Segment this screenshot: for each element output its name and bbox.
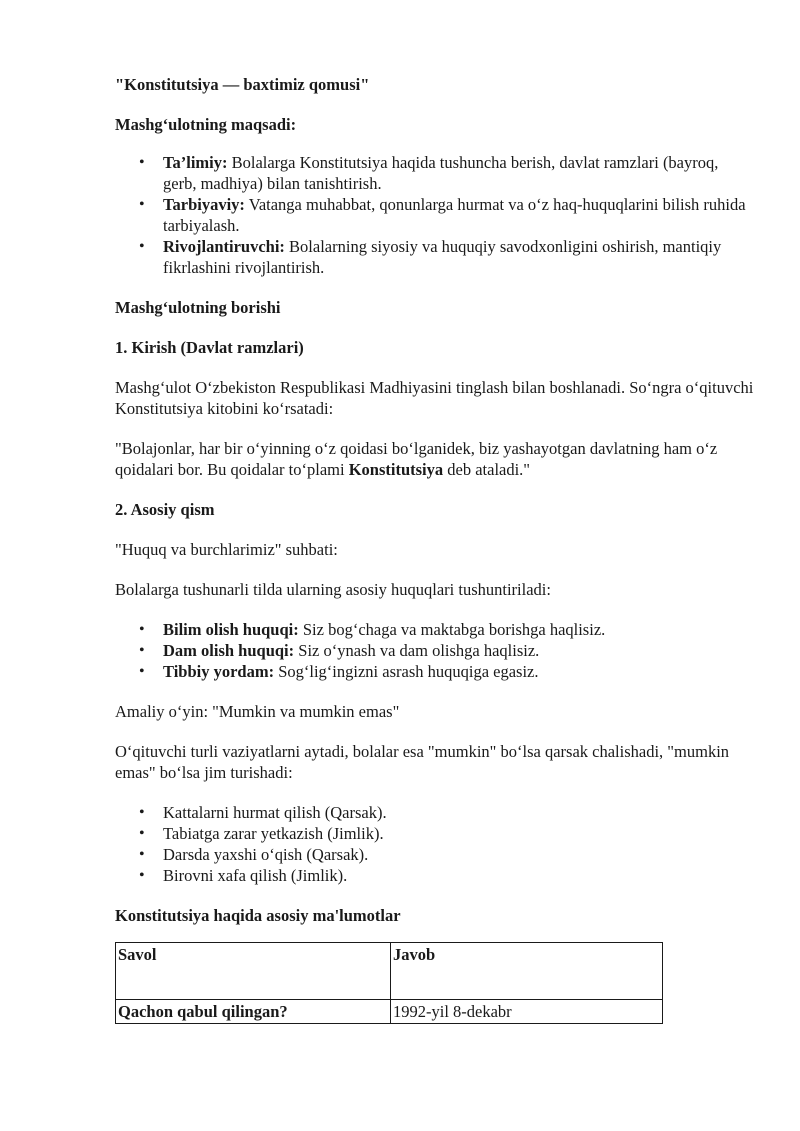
list-item bbox=[115, 865, 755, 886]
bullet-icon: • bbox=[139, 196, 145, 213]
goals-heading: Mashg‘ulotning maqsadi: bbox=[115, 115, 297, 134]
list-item bbox=[115, 661, 755, 682]
right-label: Bilim olish huquqi: bbox=[163, 620, 299, 639]
table-header-cell: Javob bbox=[391, 943, 663, 1000]
situation-text: Tabiatga zarar yetkazish (Jimlik). bbox=[163, 824, 384, 843]
right-text: Siz o‘ynash va dam olishga haqlisiz. bbox=[294, 641, 540, 660]
list-item bbox=[115, 640, 755, 661]
table-header-cell: Savol bbox=[116, 943, 391, 1000]
process-heading: Mashg‘ulotning borishi bbox=[115, 298, 281, 317]
list-item bbox=[115, 194, 755, 236]
quote-text: "Bolajonlar, har bir o‘yinning o‘z qoidasi bo‘lganidek, biz yashayotgan davlatning ham o‘z qoidalari bor. Bu qoidalar to‘plami bbox=[115, 439, 718, 479]
table-header-row bbox=[116, 943, 663, 1000]
rights-list bbox=[115, 619, 755, 682]
document-title: "Konstitutsiya — baxtimiz qomusi" bbox=[115, 75, 370, 94]
bullet-icon: • bbox=[139, 238, 145, 255]
right-text: Siz bog‘chaga va maktabga borishga haqlisiz. bbox=[298, 620, 606, 639]
goal-text: Bolalarga Konstitutsiya haqida tushuncha berish, davlat ramzlari (bayroq, gerb, madhiya) bilan tanishtirish. bbox=[163, 153, 719, 193]
section1-heading: 1. Kirish (Davlat ramzlari) bbox=[115, 338, 304, 357]
bullet-icon: • bbox=[139, 663, 145, 680]
list-item bbox=[115, 619, 755, 640]
game-intro: O‘qituvchi turli vaziyatlarni aytadi, bolalar esa "mumkin" bo‘lsa qarsak chalishadi, "mumkin emas" bo‘lsa jim turishadi: bbox=[115, 742, 730, 782]
goals-list bbox=[115, 152, 755, 278]
bullet-icon: • bbox=[139, 846, 145, 863]
section1-quote bbox=[115, 438, 755, 480]
situations-list bbox=[115, 802, 755, 886]
facts-table bbox=[115, 942, 663, 1024]
situation-text: Kattalarni hurmat qilish (Qarsak). bbox=[163, 803, 387, 822]
table-cell: Qachon qabul qilingan? bbox=[116, 1000, 391, 1024]
situation-text: Birovni xafa qilish (Jimlik). bbox=[163, 866, 348, 885]
quote-bold-term: Konstitutsiya bbox=[348, 460, 444, 479]
bullet-icon: • bbox=[139, 621, 145, 638]
goal-text: Vatanga muhabbat, qonunlarga hurmat va o‘z haq-huquqlarini bilish ruhida tarbiyalash. bbox=[163, 195, 746, 235]
list-item bbox=[115, 802, 755, 823]
right-label: Dam olish huquqi: bbox=[163, 641, 295, 660]
bullet-icon: • bbox=[139, 867, 145, 884]
facts-heading: Konstitutsiya haqida asosiy ma'lumotlar bbox=[115, 906, 401, 925]
document-page bbox=[115, 74, 755, 1024]
bullet-icon: • bbox=[139, 642, 145, 659]
list-item bbox=[115, 844, 755, 865]
bullet-icon: • bbox=[139, 154, 145, 171]
goal-label: Rivojlantiruvchi: bbox=[163, 237, 285, 256]
talk-title: "Huquq va burchlarimiz" suhbati: bbox=[115, 540, 338, 559]
goal-label: Ta’limiy: bbox=[163, 153, 228, 172]
quote-text-end: deb ataladi." bbox=[443, 460, 531, 479]
list-item bbox=[115, 823, 755, 844]
table-row bbox=[116, 1000, 663, 1024]
section2-heading: 2. Asosiy qism bbox=[115, 500, 215, 519]
list-item bbox=[115, 152, 755, 194]
situation-text: Darsda yaxshi o‘qish (Qarsak). bbox=[163, 845, 369, 864]
right-text: Sog‘lig‘ingizni asrash huquqiga egasiz. bbox=[274, 662, 539, 681]
goal-text: Bolalarning siyosiy va huquqiy savodxonligini oshirish, mantiqiy fikrlashini rivojlantirish. bbox=[163, 237, 722, 277]
list-item bbox=[115, 236, 755, 278]
game-title: Amaliy o‘yin: "Mumkin va mumkin emas" bbox=[115, 702, 400, 721]
table-cell: 1992-yil 8-dekabr bbox=[391, 1000, 663, 1024]
bullet-icon: • bbox=[139, 825, 145, 842]
section1-paragraph: Mashg‘ulot O‘zbekiston Respublikasi Madhiyasini tinglash bilan boshlanadi. So‘ngra o‘qituvchi Konstitutsiya kitobini ko‘rsatadi: bbox=[115, 378, 754, 418]
right-label: Tibbiy yordam: bbox=[163, 662, 275, 681]
goal-label: Tarbiyaviy: bbox=[163, 195, 245, 214]
bullet-icon: • bbox=[139, 804, 145, 821]
talk-intro: Bolalarga tushunarli tilda ularning asosiy huquqlari tushuntiriladi: bbox=[115, 580, 551, 599]
